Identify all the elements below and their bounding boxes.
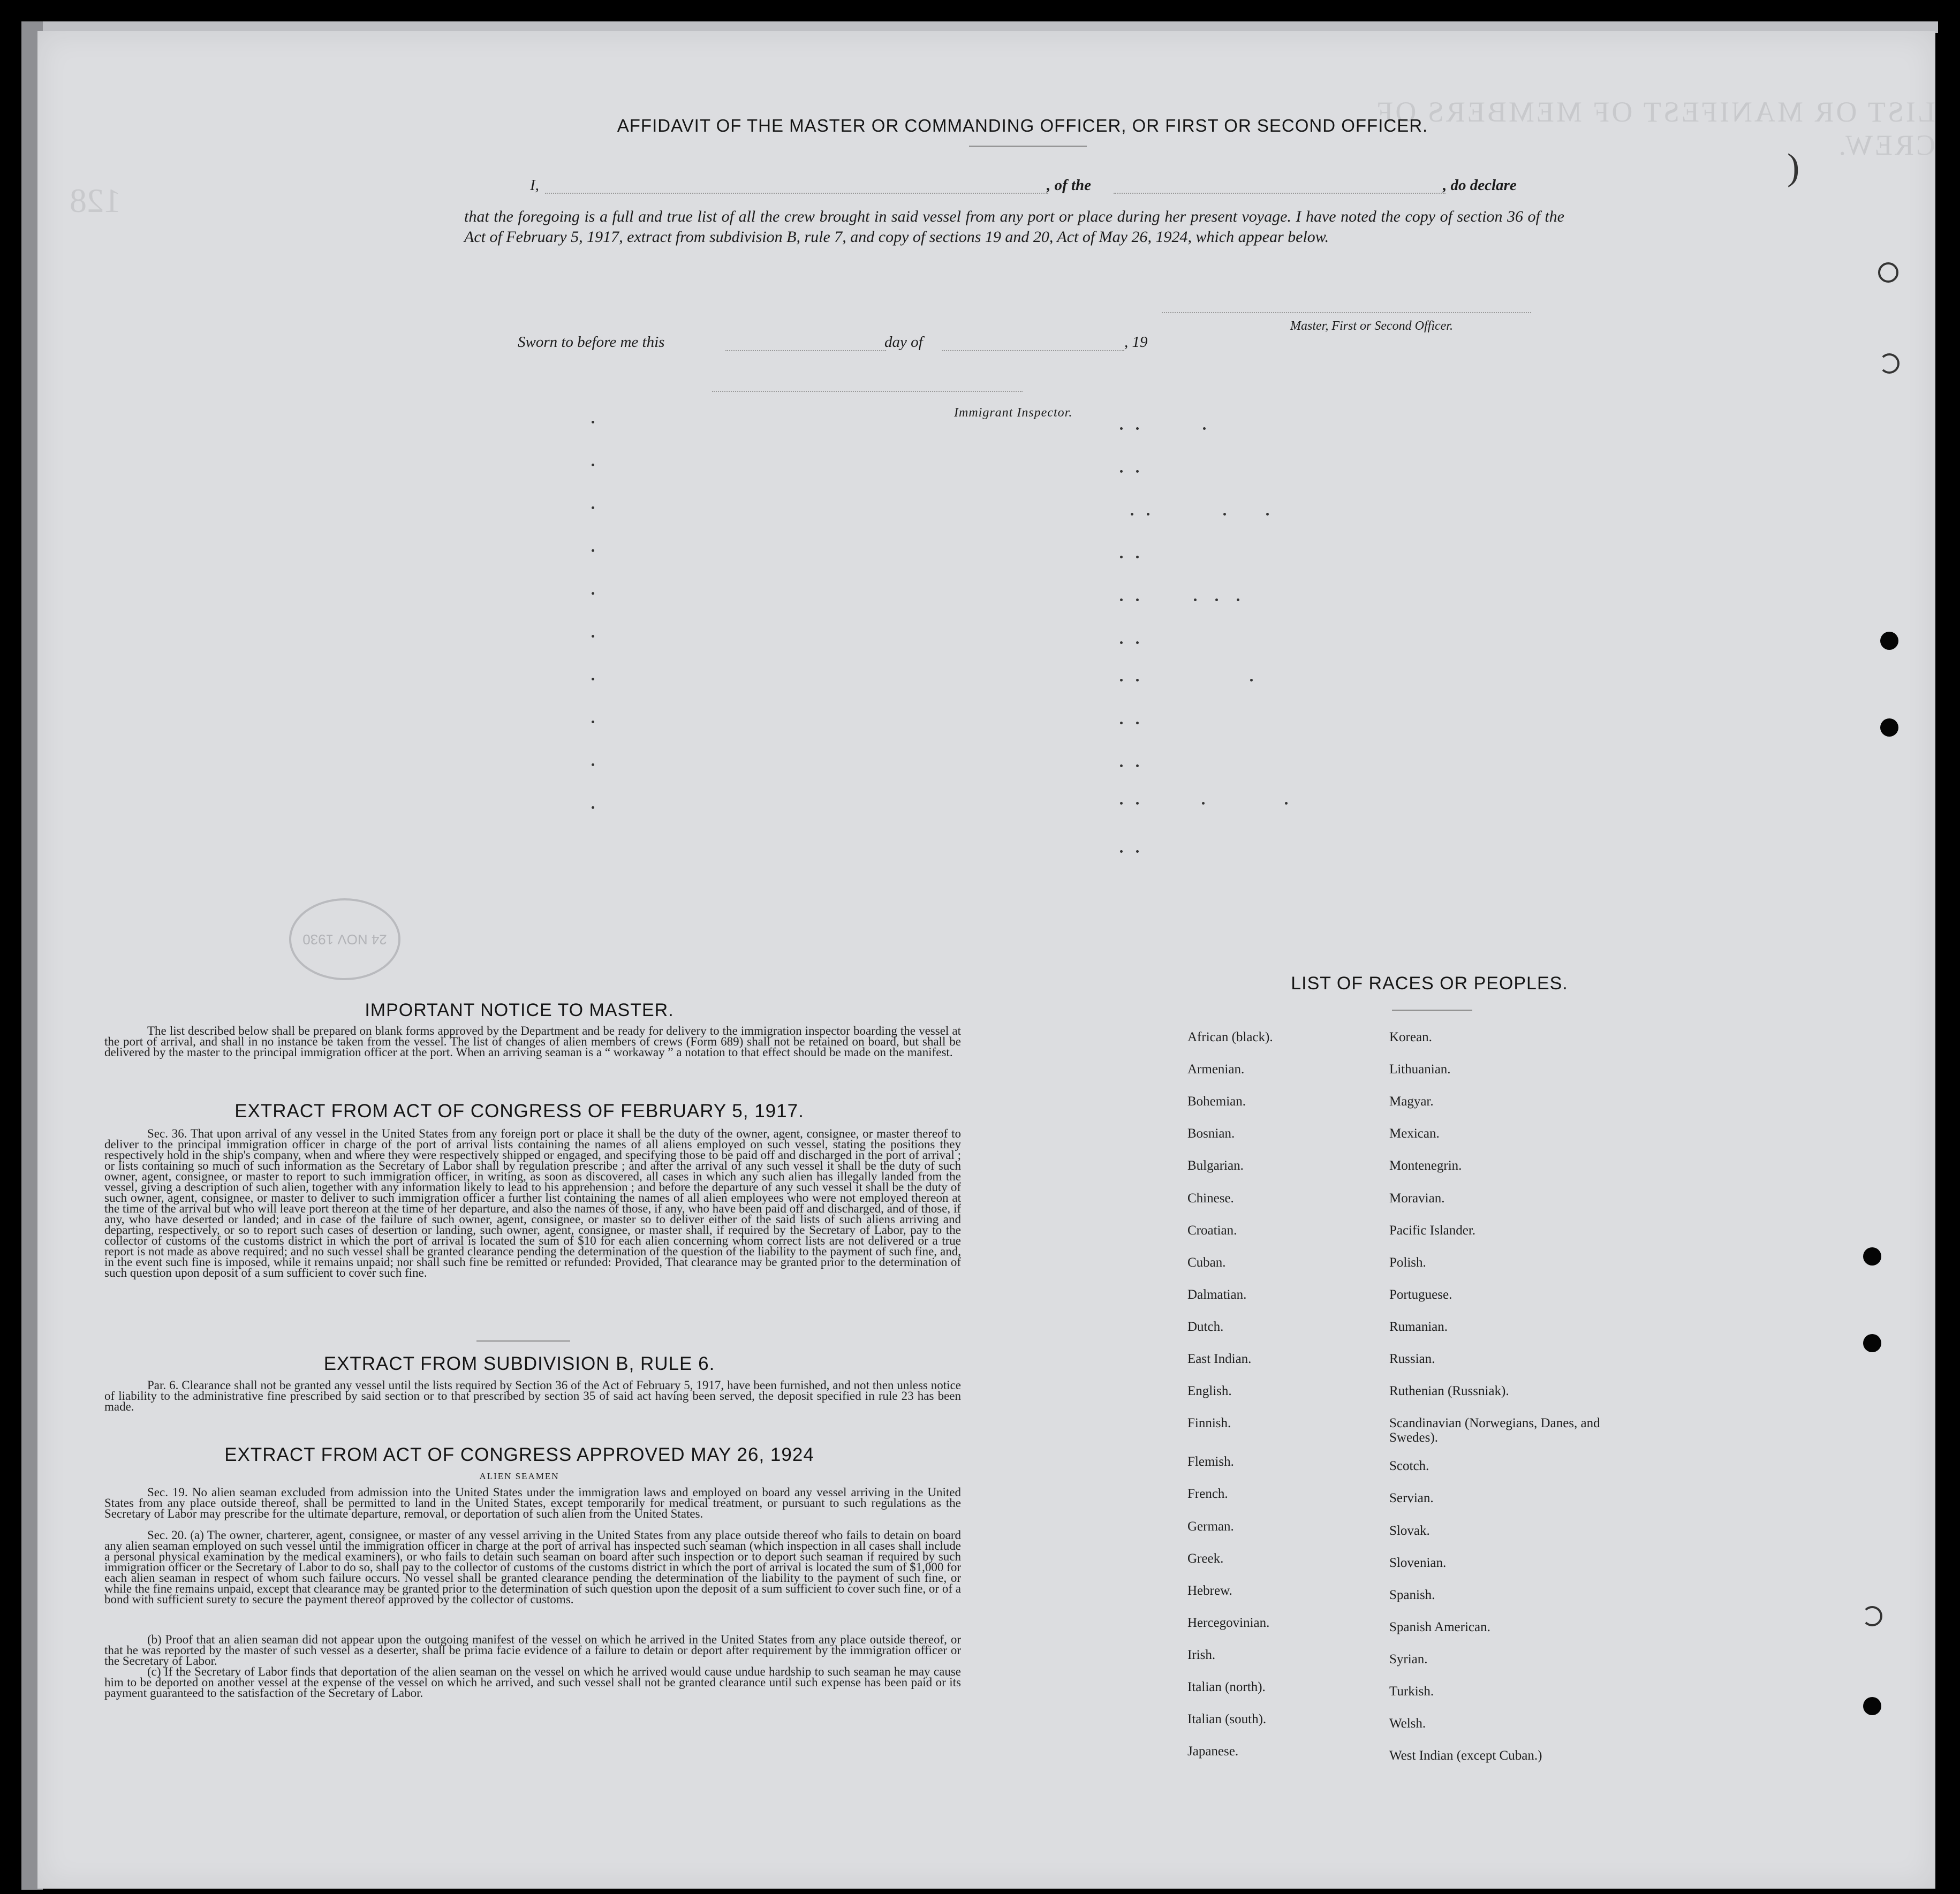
race-item: African (black). <box>1187 1030 1273 1044</box>
affidavit-i-label: I, <box>530 177 539 194</box>
race-item: German. <box>1187 1519 1234 1534</box>
race-item: Flemish. <box>1187 1454 1234 1469</box>
date-stamp <box>289 898 400 980</box>
race-item: East Indian. <box>1187 1352 1252 1366</box>
race-item: Bosnian. <box>1187 1126 1235 1141</box>
extract-1917-title: EXTRACT FROM ACT OF CONGRESS OF FEBRUARY 5, 1917. <box>234 1101 804 1122</box>
race-item: Italian (north). <box>1187 1680 1266 1694</box>
race-item: Dalmatian. <box>1187 1287 1247 1302</box>
race-item: Mexican. <box>1389 1126 1440 1141</box>
name-blank[interactable] <box>545 193 1048 194</box>
race-item: Korean. <box>1389 1030 1432 1044</box>
half-punch-hole <box>1878 262 1898 283</box>
affidavit-body: that the foregoing is a full and true list of all the crew brought in said vessel from any port or place during her present voyage. I have noted the copy of section 36 of the Act of February 5, 1917, extract from subdivision B, rule 7, and copy of sections 19 and 20, Act of May 26, 1924, which appear below. <box>464 208 1564 246</box>
officer-signature-line[interactable] <box>1162 312 1531 313</box>
race-item: Scotch. <box>1389 1459 1429 1474</box>
document-page <box>37 31 1935 1889</box>
race-item: Greek. <box>1187 1551 1224 1566</box>
half-punch-hole <box>1879 353 1900 374</box>
sworn-label: Sworn to before me this <box>518 334 665 351</box>
subdivision-title: EXTRACT FROM SUBDIVISION B, RULE 6. <box>323 1353 715 1374</box>
sworn-day-blank[interactable] <box>725 350 886 351</box>
affidavit-title: AFFIDAVIT OF THE MASTER OR COMMANDING OFFICER, OR FIRST OR SECOND OFFICER. <box>617 116 1428 135</box>
divider <box>476 1340 570 1342</box>
notice-body: The list described below shall be prepared on blank forms approved by the Department and be ready for delivery to the immigration inspector boarding the vessel at the port of arrival, and shall in no instance be taken from the vessel. The list of changes of alien members of crews (Form 689) shall not be retained on board, but shall be delivered by the master to the principal immigration officer at the port. When an arriving seaman is a “ workaway ” a notation to that effect should be made on the manifest. <box>104 1024 961 1059</box>
race-item: Finnish. <box>1187 1416 1231 1431</box>
extract-1917-body: Sec. 36. That upon arrival of any vessel in the United States from any foreign port or place it shall be the duty of the owner, agent, consignee, or master thereof to deliver to the principal immigration officer in charge of the port of arrival lists containing the names of all aliens employed on such vessel, stating the positions they respectively hold in the ship's company, when and where they were respectively shipped or engaged, and specifying those to be paid off and discharged in the port of arrival ; or lists containing so much of such information as the Secretary of Labor shall by regulation prescribe ; and after the arrival of any such vessel it shall be the duty of such owner, agent, consignee, or master to report to such immigration officer, in writing, as soon as discovered, all cases in which any such alien has illegally landed from the vessel, giving a description of such alien, together with any information likely to lead to his apprehension ; and before the departure of any such vessel it shall be the duty of such owner, agent, consignee, or master to deliver to such immigration officer a further list containing the names of all alien employees who were not employed thereon at the time of the arrival but who will leave port thereon at the time of her departure, and also the names of those, if any, who have been paid off and discharged, and of those, if any, who have deserted or landed; and in case of the failure of such owner, agent, consignee, or master so to deliver either of the said lists of such aliens arriving and departing, respectively, or so to report such cases of desertion or landing, such owner, agent, consignee, or master shall, if required by the Secretary of Labor, pay to the collector of customs of the customs district in which the port of arrival is located the sum of $10 for each alien concerning whom correct lists are not delivered or a true report is not made as above required; and no such vessel shall be granted clearance pending the determination of the question of the liability to the payment of such fine, and, in the event such fine is imposed, while it remains unpaid; nor shall such fine be remitted or refunded: Provided, That clearance may be granted prior to the determination of such question upon deposit of a sum sufficient to cover such fine. <box>104 1127 961 1279</box>
race-item: Japanese. <box>1187 1744 1239 1759</box>
race-item: Armenian. <box>1187 1062 1245 1077</box>
race-item: Dutch. <box>1187 1319 1224 1334</box>
race-item: Servian. <box>1389 1491 1434 1506</box>
extract-1924-sec20a: Sec. 20. (a) The owner, charterer, agent, consignee, or master of any vessel arriving in the United States from any place outside thereof who fails to detain on board any alien seaman employed on such vessel until the immigration officer in charge at the port of arrival has inspected such seaman (which inspection in all cases shall include a personal physical examination by the medical examiners), or who fails to detain such seaman on board after such inspection or to deport such seaman if required by such immigration officer or the Secretary of Labor to do so, shall pay to the collector of customs of the customs district in which the port of arrival is located the sum of $1,000 for each alien seaman in respect of whom such failure occurs. No vessel shall be granted clearance pending the determination of the liability to the payment of such fine, or while the fine remains unpaid, except that clearance may be granted prior to the determination of such question upon the deposit of a sum sufficient to cover such fine, or of a bond with sufficient surety to secure the payment thereof approved by the collector of customs. <box>104 1528 961 1606</box>
sworn-month-blank[interactable] <box>942 350 1124 351</box>
extract-1924-sec20b: (b) Proof that an alien seaman did not appear upon the outgoing manifest of the vessel on which he arrived in the United States from any place outside thereof, or that he was reported by the master of such vessel as a deserter, shall be prima facie evidence of a failure to detain or deport after requirement by the immigration officer or the Secretary of Labor. <box>104 1633 961 1668</box>
punch-hole <box>1863 1247 1881 1266</box>
inspector-signature-line[interactable] <box>712 391 1023 392</box>
race-item: Chinese. <box>1187 1191 1234 1206</box>
race-item: Scandinavian (Norwegians, Danes, and Swedes). <box>1389 1416 1600 1445</box>
race-item: Russian. <box>1389 1352 1435 1366</box>
race-item: Slovenian. <box>1389 1555 1447 1570</box>
race-item: Moravian. <box>1389 1191 1445 1206</box>
inspector-caption: Immigrant Inspector. <box>954 406 1073 420</box>
ghost-page-number: 128 <box>70 181 121 219</box>
race-item: Hebrew. <box>1187 1583 1232 1598</box>
race-item: Polish. <box>1389 1255 1426 1270</box>
margin-mark: ) <box>1787 147 1800 188</box>
race-item: Syrian. <box>1389 1651 1428 1666</box>
extract-1924-sec20c: (c) If the Secretary of Labor finds that deportation of the alien seaman on the vessel on which he arrived would cause undue hardship to such seaman he may cause him to be deported on another vessel at the expense of the vessel on which he arrived, and such vessel shall not be granted clearance until such expense has been paid or its payment guaranteed to the satisfaction of the Secretary of Labor. <box>104 1665 961 1700</box>
half-punch-hole <box>1862 1606 1882 1626</box>
year-label: , 19 <box>1124 334 1148 351</box>
race-item: Turkish. <box>1389 1684 1434 1699</box>
extract-1924-subtitle: ALIEN SEAMEN <box>479 1471 559 1481</box>
extract-1924-sec19: Sec. 19. No alien seaman excluded from admission into the United States under the immigration laws and employed on board any vessel arriving in the United States from any place outside thereof, shall be permitted to land in the United States, except temporarily for medical treatment, or pursuant to such regulations as the Secretary of Labor may prescribe for the ultimate departure, removal, or deportation of such alien from the United States. <box>104 1486 961 1520</box>
race-item: Montenegrin. <box>1389 1158 1462 1173</box>
subdivision-body: Par. 6. Clearance shall not be granted any vessel until the lists required by Section 36 of the Act of February 5, 1917, have been furnished, and not then unless notice of liability to the administrative fine prescribed by said section or to that prescribed by section 35 of said act having been served, the deposit specified in rule 23 has been made. <box>104 1378 961 1413</box>
race-item: Bohemian. <box>1187 1094 1246 1109</box>
punch-hole <box>1863 1334 1881 1352</box>
race-item: Magyar. <box>1389 1094 1434 1109</box>
race-item: Cuban. <box>1187 1255 1226 1270</box>
race-item: English. <box>1187 1384 1232 1399</box>
race-item: Pacific Islander. <box>1389 1223 1476 1238</box>
punch-hole <box>1880 632 1898 650</box>
divider <box>969 146 1087 147</box>
race-item: Italian (south). <box>1187 1712 1267 1727</box>
race-item: West Indian (except Cuban.) <box>1389 1748 1542 1763</box>
race-item: Rumanian. <box>1389 1319 1448 1334</box>
race-item: Welsh. <box>1389 1716 1426 1731</box>
race-item: Hercegovinian. <box>1187 1615 1270 1630</box>
day-of-label: day of <box>884 334 923 351</box>
race-item: Irish. <box>1187 1647 1216 1662</box>
affidavit-do-declare: , do declare <box>1443 177 1517 194</box>
race-item: Spanish American. <box>1389 1619 1490 1634</box>
officer-caption: Master, First or Second Officer. <box>1290 319 1453 333</box>
race-item: Portuguese. <box>1389 1287 1452 1302</box>
notice-title: IMPORTANT NOTICE TO MASTER. <box>365 1000 674 1020</box>
affidavit-of-the-label: , of the <box>1047 177 1091 194</box>
race-item: Spanish. <box>1389 1587 1435 1602</box>
race-item: Ruthenian (Russniak). <box>1389 1384 1509 1399</box>
extract-1924-title: EXTRACT FROM ACT OF CONGRESS APPROVED MAY 26, 1924 <box>224 1444 814 1465</box>
divider <box>1392 1010 1472 1011</box>
race-item: Lithuanian. <box>1389 1062 1451 1077</box>
race-item: Croatian. <box>1187 1223 1237 1238</box>
ghost-header-title: LIST OR MANIFEST OF MEMBERS OF CREW. <box>1375 96 1935 161</box>
stamp-text: 24 NOV 1930 <box>302 931 387 948</box>
race-item: Bulgarian. <box>1187 1158 1244 1173</box>
punch-hole <box>1880 718 1898 737</box>
race-item: Slovak. <box>1389 1523 1430 1538</box>
race-item: French. <box>1187 1487 1228 1502</box>
races-title: LIST OF RACES OR PEOPLES. <box>1291 973 1568 994</box>
vessel-blank[interactable] <box>1114 193 1446 194</box>
punch-hole <box>1863 1697 1881 1715</box>
